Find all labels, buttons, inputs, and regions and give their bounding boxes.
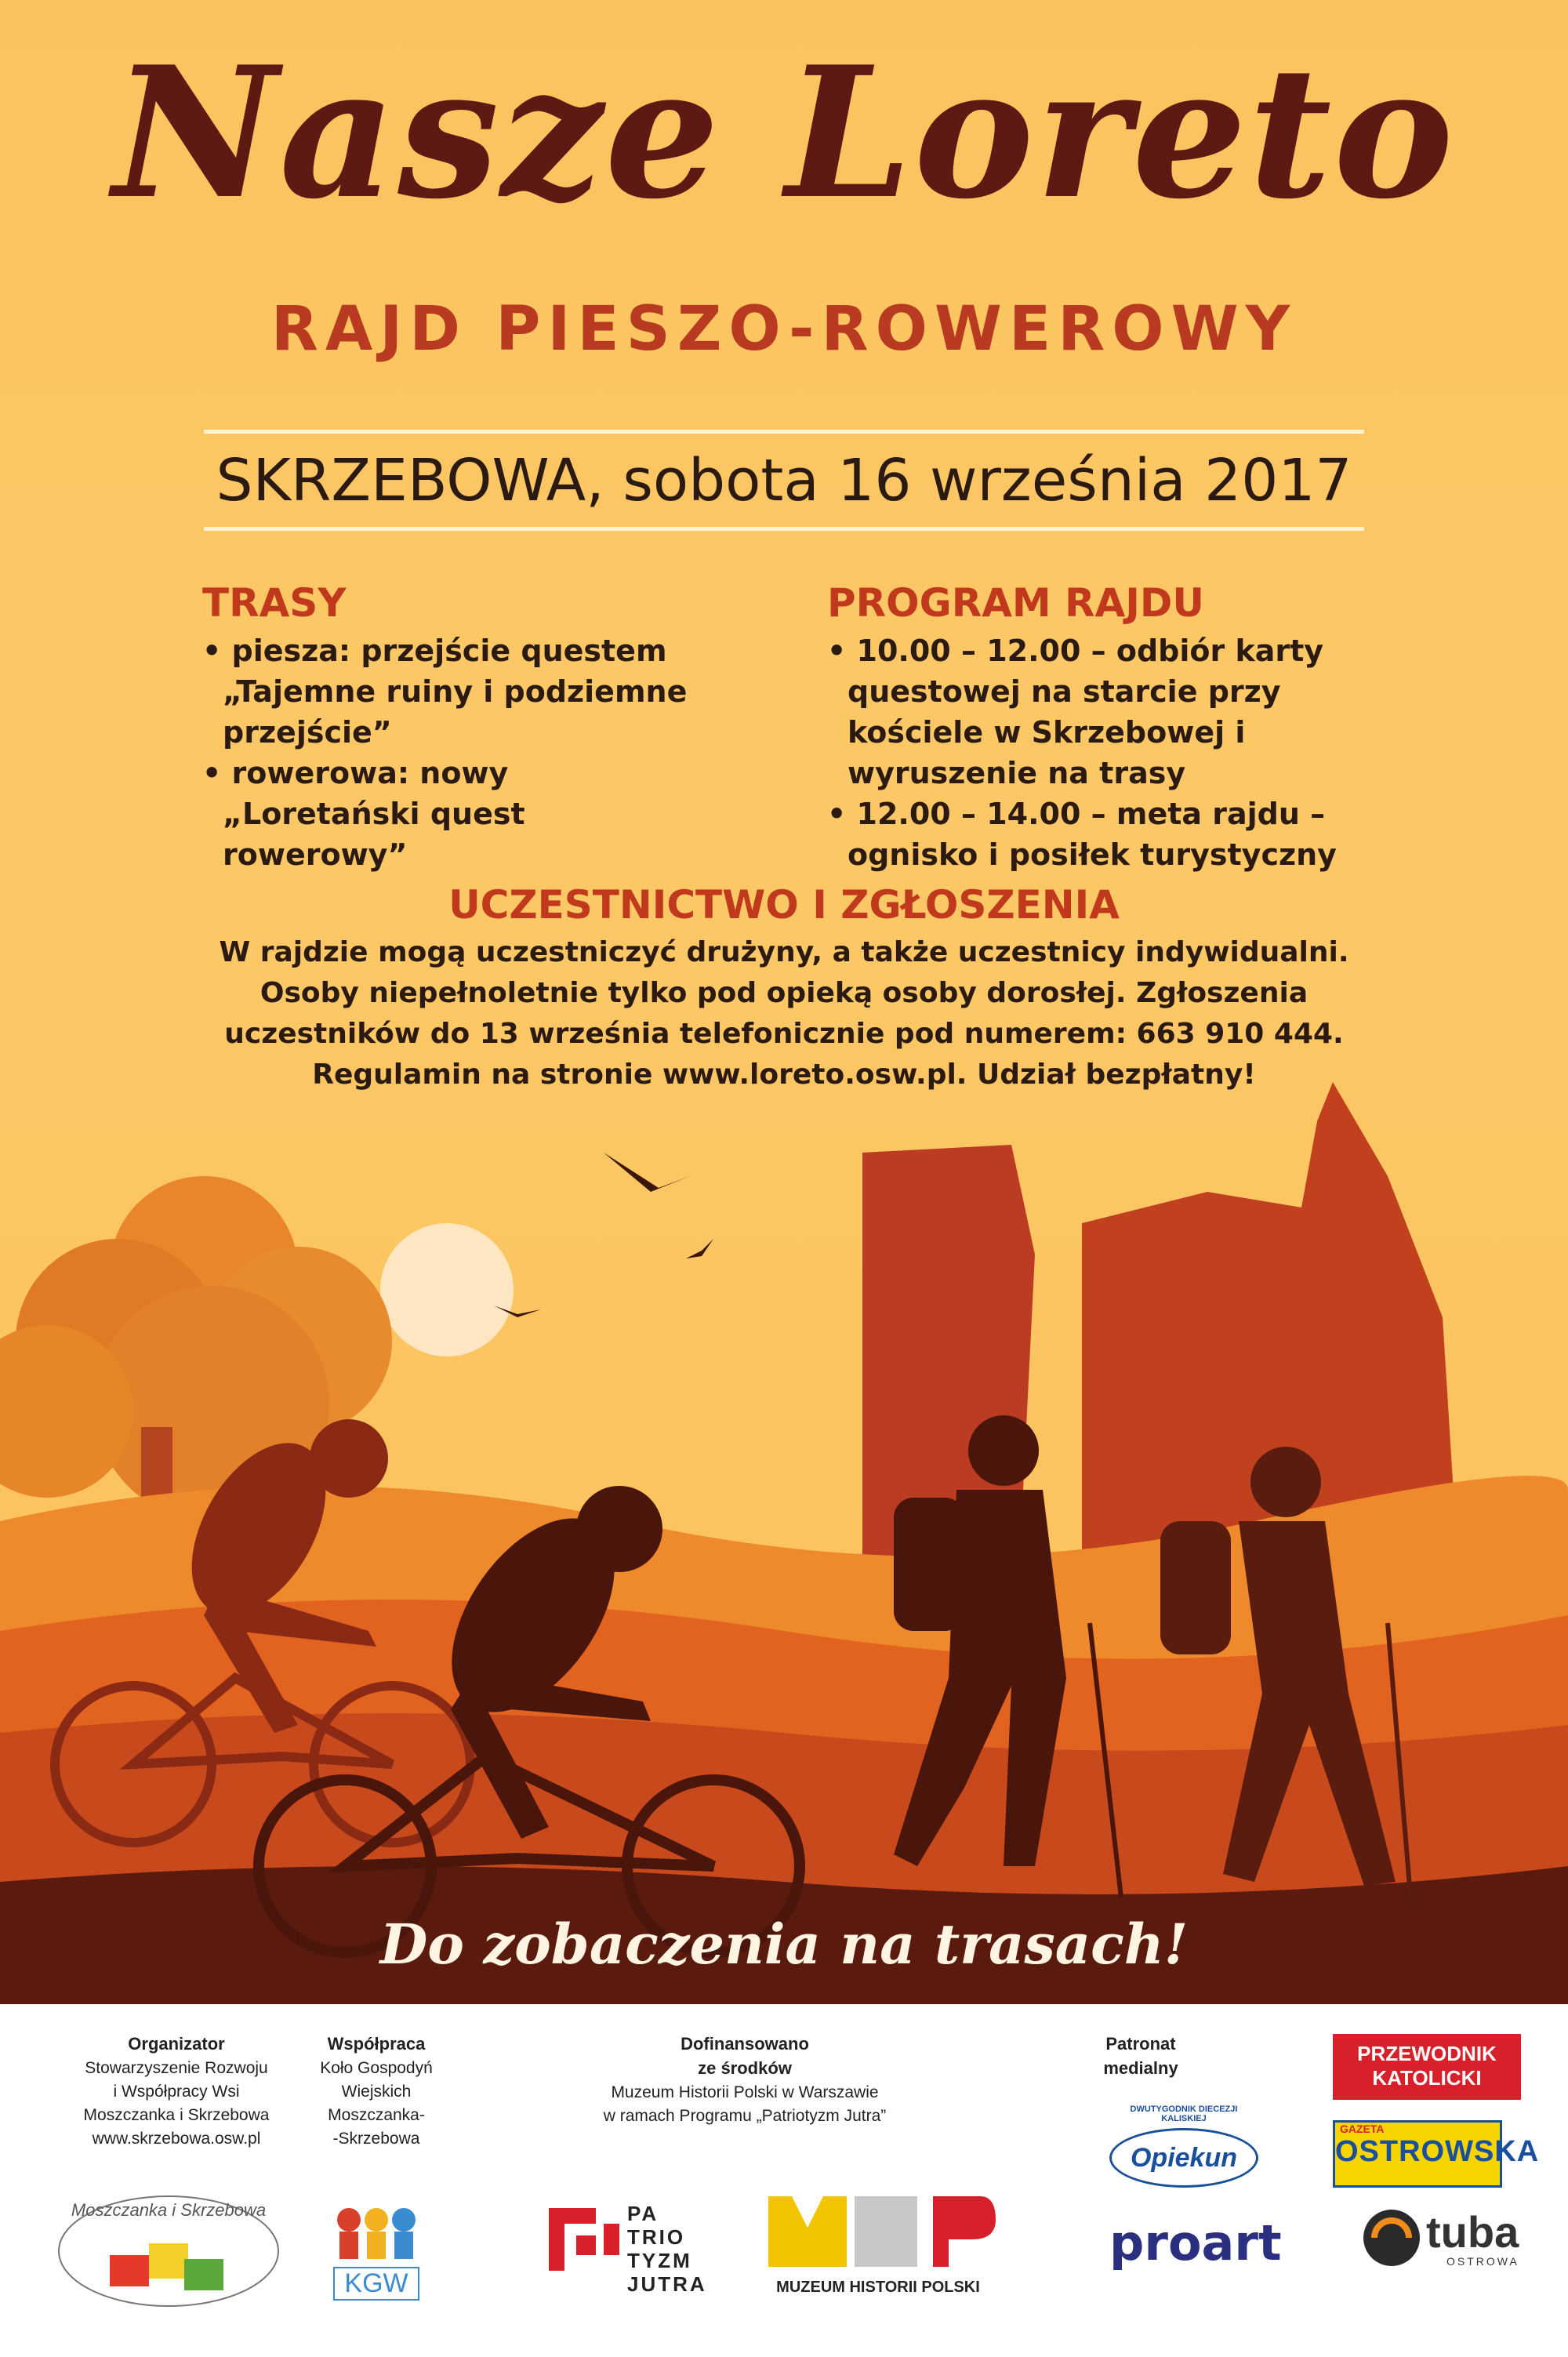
gazeta-ostrowska-logo: GAZETA OSTROWSKA bbox=[1333, 2120, 1502, 2188]
program-item: • 12.00 – 14.00 – meta rajdu – ognisko i posiłek turystyczny bbox=[827, 794, 1392, 875]
proart-logo: proart bbox=[1109, 2214, 1282, 2272]
event-date: SKRZEBOWA, sobota 16 września 2017 bbox=[216, 447, 1352, 514]
participation-section bbox=[0, 882, 1568, 1095]
organizer-label: Organizator bbox=[128, 2034, 225, 2054]
participation-text: Regulamin na stronie www.loreto.osw.pl. Udział bezpłatny! bbox=[312, 1059, 1256, 1091]
participation-text: Osoby niepełnoletnie tylko pod opieką osoby dorosłej. Zgłoszenia bbox=[260, 977, 1308, 1009]
landscape-illustration bbox=[0, 1082, 1568, 2004]
program-heading: PROGRAM RAJDU bbox=[827, 580, 1204, 626]
participation-text: W rajdzie mogą uczestniczyć drużyny, a także uczestnicy indywidualni. bbox=[219, 936, 1349, 968]
routes-section bbox=[202, 580, 688, 875]
funding-block: Dofinansowano ze środków Muzeum Historii Polski w Warszawie w ramach Programu „Patriotyzm Jutra” bbox=[603, 2034, 887, 2125]
page-subtitle: RAJD PIESZO-ROWEROWY bbox=[270, 294, 1298, 365]
page-title: Nasze Loreto bbox=[112, 27, 1456, 239]
cooperation-label: Współpraca bbox=[327, 2034, 426, 2054]
organizer-block: Organizator Stowarzyszenie Rozwoju i Współpracy Wsi Moszczanka i Skrzebowa www.skrzebowa.osw.pl bbox=[83, 2034, 270, 2148]
routes-heading: TRASY bbox=[202, 580, 347, 626]
participation-heading: UCZESTNICTWO I ZGŁOSZENIA bbox=[448, 882, 1120, 928]
participation-text: uczestników do 13 września telefonicznie pod numerem: 663 910 444. bbox=[224, 1018, 1344, 1050]
slogan: Do zobaczenia na trasach! bbox=[379, 1912, 1189, 1977]
program-section bbox=[827, 580, 1392, 875]
route-item: • rowerowa: nowy „Loretański quest rowerowy” bbox=[202, 753, 688, 875]
route-item: • piesza: przejście questem „Tajemne ruiny i podziemne przejście” bbox=[202, 630, 688, 753]
przewodnik-katolicki-logo: PRZEWODNIK KATOLICKI bbox=[1333, 2034, 1521, 2100]
tuba-logo: tuba OSTROWA bbox=[1360, 2206, 1517, 2277]
patriotyzm-jutra-logo: PA TRIO TYZM JUTRA bbox=[541, 2184, 721, 2326]
museum-logo: MUZEUM HISTORII POLSKI bbox=[760, 2181, 996, 2330]
program-item: • 10.00 – 12.00 – odbiór karty questowej na starcie przy kościele w Skrzebowej i wyruszenie na trasy bbox=[827, 630, 1392, 794]
sponsors-footer bbox=[0, 2004, 1568, 2357]
moszczanka-logo: Moszczanka i Skrzebowa bbox=[55, 2184, 282, 2318]
opiekun-logo: DWUTYGODNIK DIECEZJI KALISKIEJ Opiekun bbox=[1109, 2105, 1258, 2191]
divider-top bbox=[204, 430, 1364, 434]
kgw-logo: KGW bbox=[333, 2200, 419, 2302]
bird-icon bbox=[494, 1153, 713, 1317]
sun-icon bbox=[380, 1223, 514, 1356]
cooperation-block: Współpraca Koło Gospodyń Wiejskich Moszczanka- -Skrzebowa bbox=[320, 2034, 433, 2148]
media-block: Patronat medialny bbox=[1103, 2034, 1178, 2078]
divider-bottom bbox=[204, 527, 1364, 531]
free-entry-note: Udział bezpłatny! bbox=[977, 1059, 1256, 1091]
